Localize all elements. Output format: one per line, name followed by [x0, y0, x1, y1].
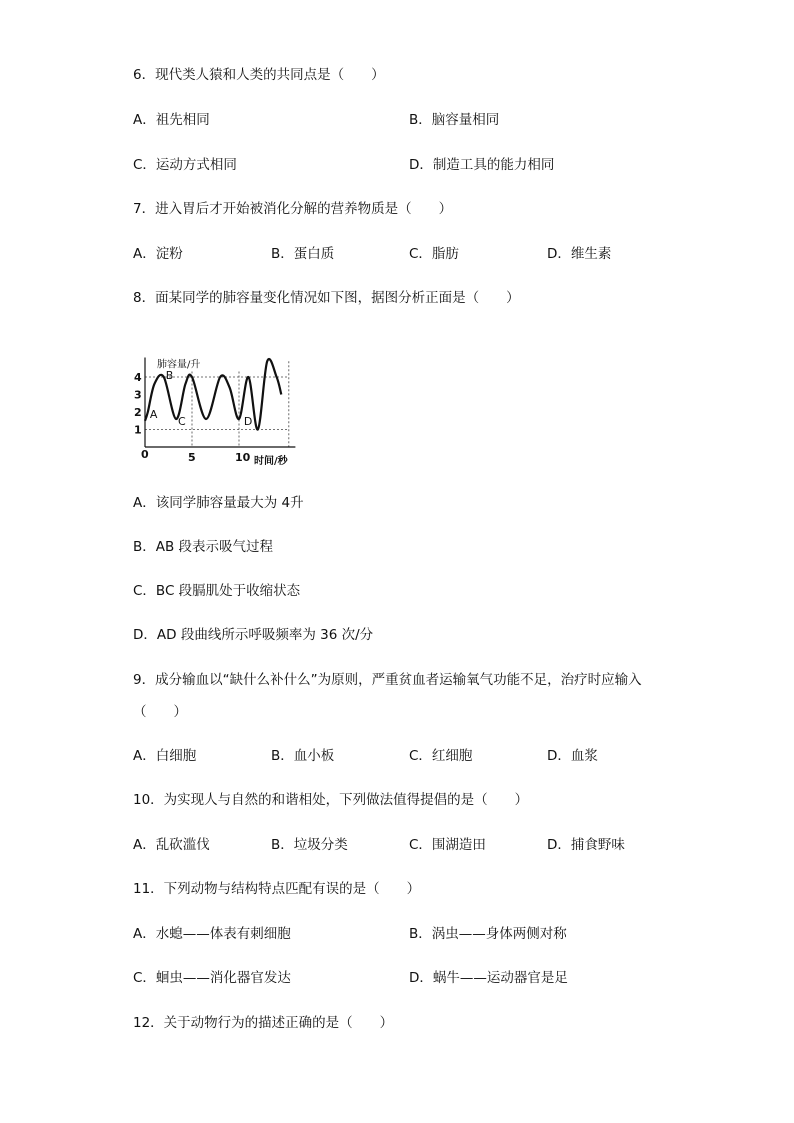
q9-option-b: B．血小板 — [271, 748, 335, 764]
origin-label: 0 — [141, 448, 149, 461]
q11-option-a: A．水螅——体表有刺细胞 — [133, 926, 291, 942]
q6-option-d: D．制造工具的能力相同 — [409, 157, 555, 173]
x-tick-5: 5 — [188, 451, 196, 464]
q7-option-c: C．脂肪 — [409, 246, 459, 262]
point-label-b: B — [165, 369, 174, 382]
q9-stem-line2: （ ） — [133, 704, 187, 720]
y-tick-3: 3 — [134, 388, 142, 402]
q11-stem: 11．下列动物与结构特点匹配有误的是（ ） — [133, 881, 421, 897]
q8-option-d: D．AD 段曲线所示呼吸频率为 36 次/分 — [133, 627, 374, 643]
q6-option-c: C．运动方式相同 — [133, 157, 237, 173]
q9-option-a: A．白细胞 — [133, 748, 197, 764]
q6-option-a: A．祖先相同 — [133, 112, 210, 128]
q10-option-a: A．乱砍滥伐 — [133, 837, 210, 853]
lung-capacity-chart — [133, 330, 313, 470]
y-tick-4: 4 — [134, 371, 142, 384]
y-tick-1: 1 — [134, 423, 142, 437]
q7-option-a: A．淀粉 — [133, 246, 183, 262]
q11-option-c: C．蛔虫——消化器官发达 — [133, 970, 291, 986]
q8-option-a: A．该同学肺容量最大为 4升 — [133, 495, 304, 511]
q7-option-d: D．维生素 — [547, 246, 612, 262]
q8-option-b: B．AB 段表示吸气过程 — [133, 539, 274, 555]
y-tick-2: 2 — [134, 406, 142, 419]
q9-stem-line1: 9．成分输血以“缺什么补什么”为原则，严重贫血者运输氧气功能不足，治疗时应输入 — [133, 672, 642, 688]
q11-option-d: D．蜗牛——运动器官是足 — [409, 970, 568, 986]
x-tick-10: 10 — [235, 451, 251, 464]
point-label-a: A — [149, 408, 158, 421]
q9-option-d: D．血浆 — [547, 748, 598, 764]
q8-option-c: C．BC 段膈肌处于收缩状态 — [133, 583, 301, 599]
q10-option-c: C．围湖造田 — [409, 837, 486, 853]
q9-option-c: C．红细胞 — [409, 748, 473, 764]
q10-option-d: D．捕食野味 — [547, 837, 625, 853]
q6-option-b: B．脑容量相同 — [409, 112, 500, 128]
y-axis-label: 肺容量/升 — [157, 359, 201, 371]
q10-option-b: B．垃圾分类 — [271, 837, 348, 853]
point-label-c: C — [178, 415, 186, 428]
point-label-d: D — [243, 415, 253, 428]
x-axis-label: 时间/秒 — [254, 456, 288, 467]
q7-option-b: B．蛋白质 — [271, 246, 335, 262]
q10-stem: 10．为实现人与自然的和谐相处，下列做法值得提倡的是（ ） — [133, 792, 529, 808]
q7-stem: 7．进入胃后才开始被消化分解的营养物质是（ ） — [133, 201, 453, 217]
q11-option-b: B．涡虫——身体两侧对称 — [409, 926, 567, 942]
q8-stem: 8．面某同学的肺容量变化情况如下图，据图分析正面是（ ） — [133, 290, 520, 306]
q6-stem: 6．现代类人猿和人类的共同点是（ ） — [133, 67, 385, 83]
q12-stem: 12．关于动物行为的描述正确的是（ ） — [133, 1015, 394, 1031]
chart-background — [133, 330, 313, 470]
